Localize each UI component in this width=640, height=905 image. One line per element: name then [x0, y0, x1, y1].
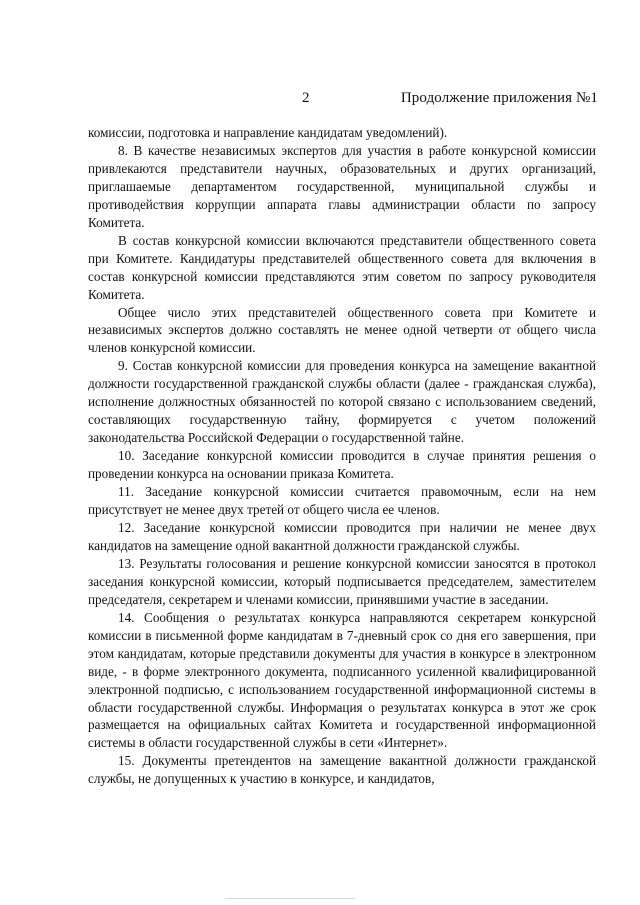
- paragraph-item-10: 10. Заседание конкурсной комиссии проводится в случае принятия решения о проведении конкурса на основании приказа Комитета.: [88, 448, 596, 482]
- paragraph-item-12: 12. Заседание конкурсной комиссии проводится при наличии не менее двух кандидатов на замещение одной вакантной должности гражданской службы.: [88, 519, 596, 553]
- paragraph-item-8: 8. В качестве независимых экспертов для участия в работе конкурсной комиссии привлекаются представители научных, образовательных и других организаций, приглашаемые департаментом государственной, муниципальной службы и противодействия коррупции аппарата главы администрации области по запросу Комитета.: [88, 142, 596, 230]
- paragraph-continuation: комиссии, подготовка и направление кандидатам уведомлений).: [88, 125, 448, 140]
- paragraph-item-9: 9. Состав конкурсной комиссии для проведения конкурса на замещение вакантной должности государственной гражданской службы области (далее - гражданская служба), исполнение должностных обязанностей по которой связано с использованием сведений, составляющих государственную тайну, формируется с учетом положений законодательства Российской Федерации о государственной тайне.: [88, 358, 596, 446]
- page-header: [0, 90, 640, 110]
- paragraph-item-14: 14. Сообщения о результатах конкурса направляются секретарем конкурсной комиссии в письменной форме кандидатам в 7-дневный срок со дня его завершения, при этом кандидатам, которые представили документы для участия в конкурсе в электронном виде, - в форме электронного документа, подписанного усиленной квалифицированной электронной подписью, с использованием государственной информационной системы в области государственной службы. Информация о результатах конкурса в этот же срок размещается на официальных сайтах Комитета и государственной информационной системы в области государственной службы в сети «Интернет».: [88, 609, 596, 751]
- scan-artifact-line: [225, 898, 355, 899]
- paragraph-item-11: 11. Заседание конкурсной комиссии считается правомочным, если на нем присутствует не менее двух третей от общего числа ее членов.: [88, 484, 596, 518]
- page-number: 2: [302, 90, 310, 106]
- paragraph-commission-composition: В состав конкурсной комиссии включаются представители общественного совета при Комитете. Кандидатуры представителей общественного совета для включения в состав конкурсной комиссии представляются этим советом по запросу руководителя Комитета.: [88, 232, 596, 302]
- paragraph-item-15: 15. Документы претендентов на замещение вакантной должности гражданской службы, не допущенных к участию в конкурсе, и кандидатов,: [88, 753, 596, 787]
- paragraph-item-13: 13. Результаты голосования и решение конкурсной комиссии заносятся в протокол заседания конкурсной комиссии, который подписывается председателем, заместителем председателя, секретарем и членами комиссии, принявшими участие в заседании.: [88, 555, 596, 607]
- paragraph-representatives-share: Общее число этих представителей общественного совета при Комитете и независимых экспертов должно составлять не менее одной четверти от общего числа членов конкурсной комиссии.: [88, 304, 596, 356]
- document-body: [88, 124, 596, 788]
- appendix-continuation-title: Продолжение приложения №1: [400, 90, 598, 106]
